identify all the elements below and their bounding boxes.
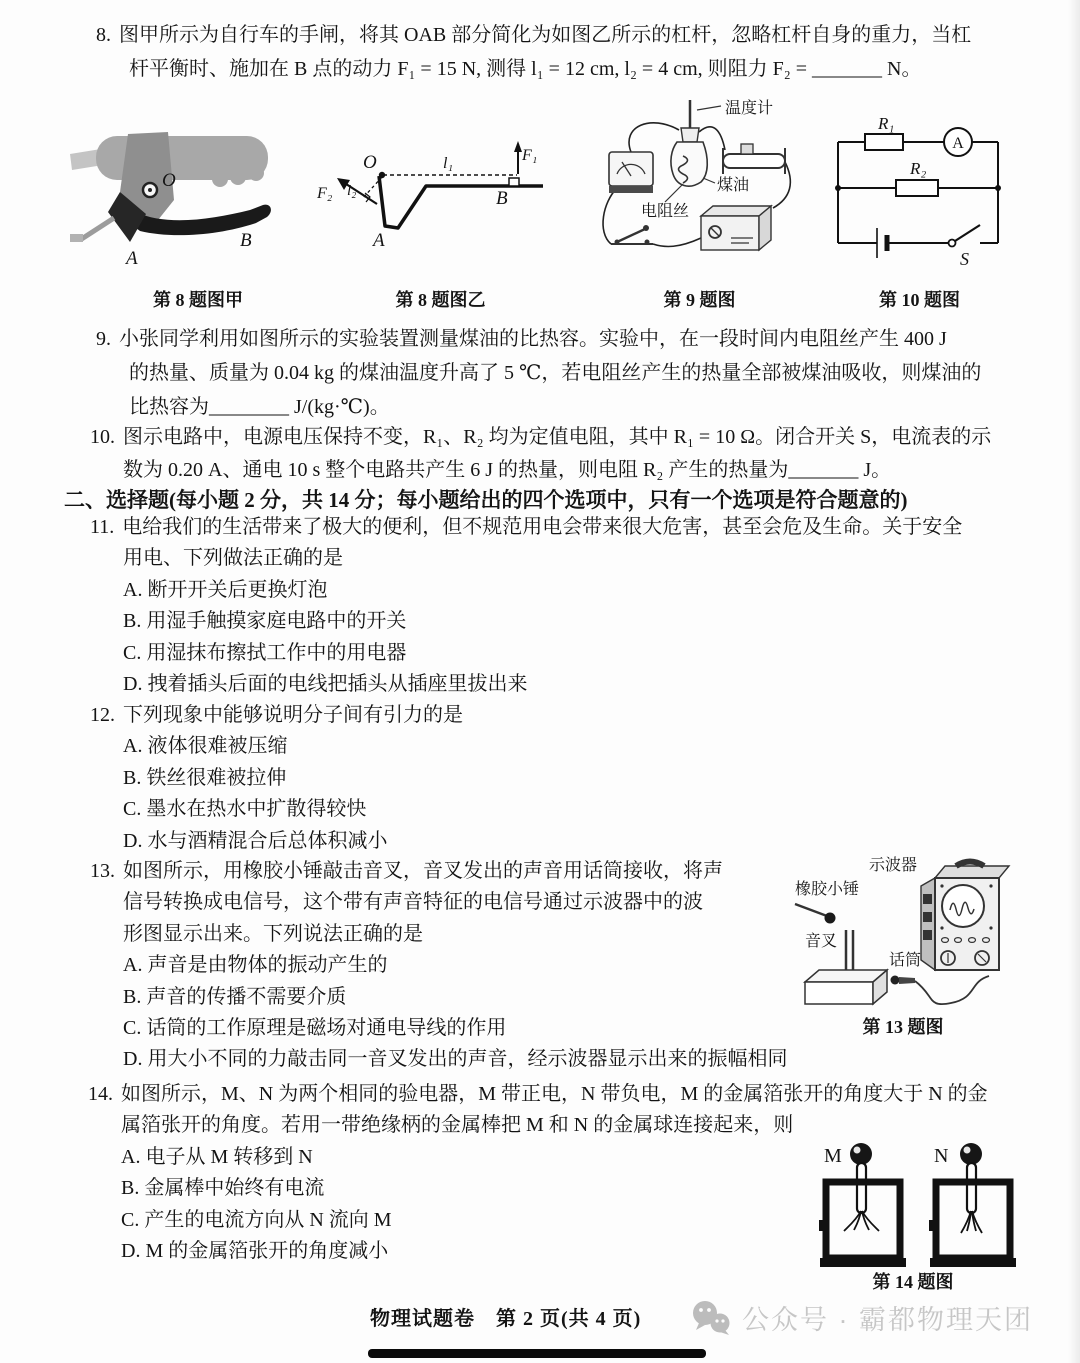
label-ammeter-A: A xyxy=(952,135,964,152)
question-9-line-1 xyxy=(96,322,981,356)
rheostat-body xyxy=(723,154,785,168)
rheostat-slider xyxy=(741,144,753,154)
electroscope-n xyxy=(929,1143,1016,1267)
figure-9-experiment xyxy=(593,98,798,288)
question-14-number: 14. xyxy=(88,1083,113,1105)
question-11-option-c: C. 用湿抹布擦拭工作中的用电器 xyxy=(123,641,407,664)
microphone-head xyxy=(891,976,900,985)
label-F1: F₁ xyxy=(522,147,538,164)
thermometer-leader xyxy=(697,106,721,110)
question-9-line-2: 的热量、质量为 0.04 kg 的煤油温度升高了 5 ℃，若电阻丝产生的热量全部被煤油吸收，则煤油的 xyxy=(129,362,982,384)
wire-leader xyxy=(665,184,683,202)
question-9-line-3: 比热容为________ J/(kg·℃)。 xyxy=(129,396,390,418)
question-11-option-b: B. 用湿手触摸家庭电路中的开关 xyxy=(123,610,407,633)
question-8-text-1: 图甲所示为自行车的手闸，将其 OAB 部分简化为如图乙所示的杠杆，忽略杠杆自身的重力，当杠 xyxy=(119,24,972,46)
resistor-r2 xyxy=(896,180,938,196)
flask-neck xyxy=(681,128,699,142)
switch-knob xyxy=(643,225,649,231)
figure-8b-lever-diagram xyxy=(303,138,545,262)
question-10-line-2: 数为 0.20 A、通电 10 s 整个电路共产生 6 J 的热量，则电阻 R₂ 产生的热量为_______ J。 xyxy=(123,459,892,481)
figure-9-caption: 第 9 题图 xyxy=(663,290,736,310)
question-14-option-d: D. M 的金属箔张开的角度减小 xyxy=(121,1239,389,1262)
figure-13-sound-experiment xyxy=(793,850,1013,1012)
hammer-head xyxy=(825,913,836,924)
case-base xyxy=(930,1258,1016,1267)
case-base xyxy=(820,1258,906,1267)
page-footer: 物理试题卷 第 2 页(共 4 页) xyxy=(370,1308,642,1330)
question-13-text-1: 如图所示，用橡胶小锤敲击音叉，音叉发出的声音用话筒接收，将声 xyxy=(123,860,723,882)
switch-hinge xyxy=(949,240,956,247)
switch-lever xyxy=(617,229,645,242)
question-12-number: 12. xyxy=(90,704,115,726)
figure-8a-caption: 第 8 题图甲 xyxy=(153,290,243,310)
figure-13-caption: 第 13 题图 xyxy=(862,1017,944,1037)
label-O: O xyxy=(162,170,176,191)
junction-dot xyxy=(995,185,1001,191)
question-10-text-1: 图示电路中，电源电压保持不变，R₁、R₂ 均为定值电阻，其中 R₁ = 10 Ω。闭合开关 S，电流表的示 xyxy=(123,426,992,448)
pivot-dot xyxy=(148,188,152,192)
question-12 xyxy=(90,700,463,857)
label-R1: R₁ xyxy=(878,114,895,133)
question-13-line-1 xyxy=(90,856,787,887)
point-b-block xyxy=(509,178,519,186)
side-post xyxy=(929,1220,936,1231)
label-l2: l₂ xyxy=(347,183,357,199)
kerosene-leader xyxy=(703,178,715,183)
figure-10-circuit xyxy=(830,103,1015,283)
question-8 xyxy=(96,18,971,86)
question-14-line-2: 属箔张开的角度。若用一带绝缘柄的金属棒把 M 和 N 的金属球连接起来，则 xyxy=(121,1114,794,1137)
question-13-option-c: C. 话筒的工作原理是磁场对通电导线的作用 xyxy=(123,1016,507,1039)
label-O: O xyxy=(363,152,377,173)
label-N: N xyxy=(934,1145,949,1167)
question-10-line-1 xyxy=(90,421,991,454)
scope-top xyxy=(935,866,1009,878)
question-11-number: 11. xyxy=(90,516,115,538)
watermark xyxy=(690,1298,1033,1337)
wechat-icon xyxy=(690,1299,732,1337)
label-resistance-wire: 电阻丝 xyxy=(641,203,690,220)
hammer-handle xyxy=(795,904,827,916)
metal-ball xyxy=(850,1143,872,1165)
question-14-option-a: A. 电子从 M 转移到 N xyxy=(121,1145,313,1168)
scope-vent xyxy=(923,912,932,922)
switch-post xyxy=(645,240,650,245)
question-10-number: 10. xyxy=(90,426,115,448)
screw xyxy=(940,884,943,887)
label-R2: R₂ xyxy=(910,159,927,178)
question-11-line-2: 用电、下列做法正确的是 xyxy=(123,547,343,570)
brake-cable xyxy=(80,218,114,240)
question-11 xyxy=(90,512,962,700)
bottom-divider-bar xyxy=(368,1349,706,1358)
question-11-line-1 xyxy=(90,512,962,543)
grip-scallop xyxy=(248,165,264,181)
label-A: A xyxy=(126,248,138,269)
screw xyxy=(940,926,943,929)
figure-8b-caption: 第 8 题图乙 xyxy=(395,290,486,310)
section-2-header: 二、选择题(每小题 2 分，共 14 分；每小题给出的四个选项中，只有一个选项是符合题意的) xyxy=(64,488,908,512)
label-M: M xyxy=(824,1145,842,1167)
screw xyxy=(989,884,992,887)
label-B: B xyxy=(240,230,252,251)
question-14-line-1 xyxy=(88,1079,988,1110)
question-8-number: 8. xyxy=(96,24,111,46)
grip-scallop xyxy=(212,171,228,187)
metal-rod xyxy=(967,1163,976,1213)
question-13 xyxy=(90,856,787,1076)
metal-rod xyxy=(857,1163,866,1213)
microphone-body xyxy=(899,977,915,984)
question-11-option-d: D. 拽着插头后面的电线把插头从插座里拔出来 xyxy=(123,672,528,695)
flask-body xyxy=(671,142,707,186)
figure-8a-bicycle-brake xyxy=(70,100,295,285)
question-14-text-1: 如图所示，M、N 为两个相同的验电器，M 带正电，N 带负电，M 的金属箔张开的角度大于 N 的金 xyxy=(121,1083,988,1105)
label-A: A xyxy=(373,230,385,251)
label-thermometer: 温度计 xyxy=(725,100,774,117)
question-12-stem xyxy=(90,700,463,731)
galvanometer xyxy=(609,152,653,186)
microphone-cable xyxy=(915,976,989,1004)
question-12-option-c: C. 墨水在热水中扩散得较快 xyxy=(123,798,367,821)
label-rubber-hammer: 橡胶小锤 xyxy=(795,881,860,898)
scope-side xyxy=(921,878,935,970)
ball-highlight xyxy=(964,1147,971,1154)
cable-end xyxy=(70,234,83,242)
question-9-number: 9. xyxy=(96,328,111,350)
question-11-option-a: A. 断开开关后更换灯泡 xyxy=(123,578,328,601)
figure-10-caption: 第 10 题图 xyxy=(879,290,960,310)
question-12-option-d: D. 水与酒精混合后总体积减小 xyxy=(123,829,388,852)
question-12-text: 下列现象中能够说明分子间有引力的是 xyxy=(123,704,463,726)
question-14-option-c: C. 产生的电流方向从 N 流向 M xyxy=(121,1208,392,1231)
figure-14-caption: 第 14 题图 xyxy=(872,1272,954,1292)
question-9 xyxy=(96,322,981,424)
label-F2: F₂ xyxy=(317,185,333,202)
question-13-option-a: A. 声音是由物体的振动产生的 xyxy=(123,954,388,977)
label-kerosene: 煤油 xyxy=(717,177,750,194)
watermark-text: 公众号 · 霸都物理天团 xyxy=(742,1305,1033,1335)
meter-base xyxy=(609,186,653,193)
wire xyxy=(603,188,617,244)
side-post xyxy=(819,1220,826,1231)
question-13-option-b: B. 声音的传播不需要介质 xyxy=(123,985,347,1008)
question-13-option-d: D. 用大小不同的力敲击同一音叉发出的声音，经示波器显示出来的振幅相同 xyxy=(123,1048,788,1071)
label-B: B xyxy=(496,188,508,209)
label-microphone: 话筒 xyxy=(889,952,922,969)
question-11-text-1: 电给我们的生活带来了极大的便利，但不规范用电会带来很大危害，甚至会危及生命。关于安全 xyxy=(122,516,963,538)
metal-ball xyxy=(960,1143,982,1165)
f1-arrow-head xyxy=(514,141,522,152)
wire xyxy=(653,238,701,246)
question-12-option-a: A. 液体很难被压缩 xyxy=(123,735,288,758)
label-oscilloscope: 示波器 xyxy=(869,857,918,874)
question-10 xyxy=(90,421,991,487)
question-13-line-2: 信号转换成电信号，这个带有声音特征的电信号通过示波器中的波 xyxy=(123,891,703,914)
question-9-text-1: 小张同学利用如图所示的实验装置测量煤油的比热容。实验中，在一段时间内电阻丝产生 400 J xyxy=(119,328,947,350)
scope-vent xyxy=(923,894,932,904)
scope-vent xyxy=(923,930,932,940)
question-8-line-2: 杆平衡时、施加在 B 点的动力 F₁ = 15 N, 测得 l₁ = 12 cm, l₂ = 4 cm, 则阻力 F₂ = _______ N。 xyxy=(129,58,922,80)
question-14-option-b: B. 金属棒中始终有电流 xyxy=(121,1177,325,1200)
junction-dot xyxy=(835,185,841,191)
question-13-number: 13. xyxy=(90,860,115,882)
electroscope-m xyxy=(819,1143,906,1267)
question-12-option-b: B. 铁丝很难被拉伸 xyxy=(123,766,287,789)
question-8-line-1 xyxy=(96,18,971,52)
switch-lever xyxy=(955,225,980,241)
label-l1: l₁ xyxy=(443,155,454,172)
grip-scallop xyxy=(230,169,246,185)
question-13-line-3: 形图显示出来。下列说法正确的是 xyxy=(123,922,423,945)
screw xyxy=(989,926,992,929)
resistor-r1 xyxy=(865,134,903,150)
figure-14-electroscopes xyxy=(798,1138,1016,1272)
wire xyxy=(629,123,679,152)
ball-highlight xyxy=(854,1147,861,1154)
resonance-box-front xyxy=(805,982,873,1004)
label-tuning-fork: 音叉 xyxy=(805,933,838,950)
label-switch-S: S xyxy=(960,249,969,269)
